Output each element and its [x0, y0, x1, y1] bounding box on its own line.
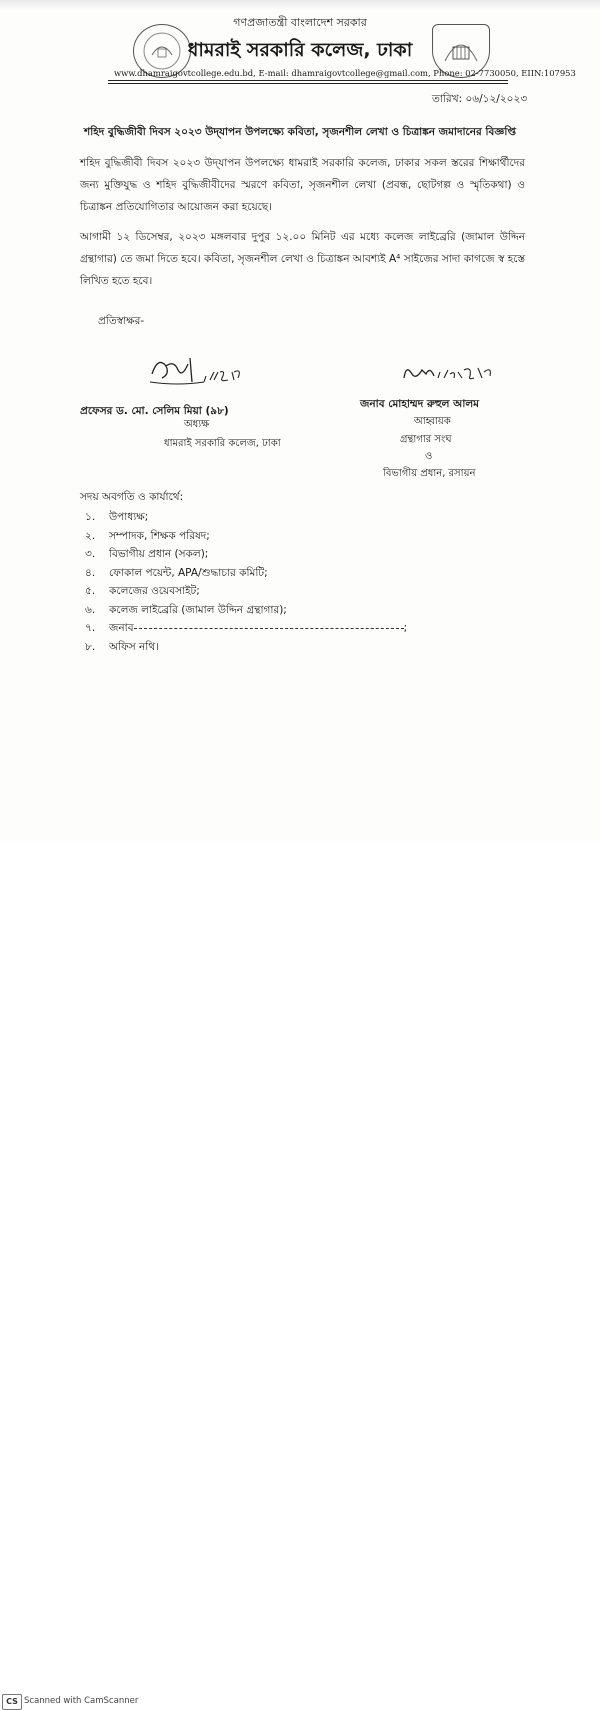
list-item-text: জনাব — [109, 622, 134, 634]
principal-signature — [148, 352, 258, 388]
college-name: ধামরাই সরকারি কলেজ, ঢাকা — [187, 39, 413, 61]
convener-department: বিভাগীয় প্রধান, রসায়ন — [383, 468, 476, 479]
list-item — [85, 621, 407, 640]
notice-date: তারিখ: ০৬/১২/২০২৩ — [432, 93, 528, 105]
list-item-text: সম্পাদক, শিক্ষক পরিষদ; — [109, 529, 210, 542]
list-item-number: ১. — [85, 511, 96, 523]
convener-signature — [398, 352, 508, 388]
list-item — [85, 510, 407, 529]
contact-info: www.dhamraigovtcollege.edu.bd, E-mail: dhamraigovtcollege@gmail.com, Phone: 02-7730050, EIIN:107953 — [114, 68, 576, 78]
header-divider-thin — [108, 83, 508, 84]
list-item-text: উপাধ্যক্ষ; — [109, 511, 149, 523]
principal-title: অধ্যক্ষ — [184, 419, 210, 430]
list-item-number: ৬. — [85, 603, 96, 616]
list-item-text: কলেজ লাইব্রেরি (জামাল উদ্দিন গ্রন্থাগার); — [109, 603, 287, 616]
convener-title: আহ্বায়ক — [414, 416, 451, 427]
list-item — [85, 584, 407, 603]
blank-fill-line — [134, 628, 404, 629]
body-paragraph-1: শহিদ বুদ্ধিজীবী দিবস ২০২৩ উদ্‌যাপন উপলক্ষ্যে ধামরাই সরকারি কলেজ, ঢাকার সকল স্তরের শিক্ষার্থীদের জন্য মুক্তিযুদ্ধ ও শহিদ বুদ্ধিজীবীদের স্মরণে কবিতা, সৃজনশীল লেখা (প্রবন্ধ, ছোটগল্প ও স্মৃতিকথা) ও চিত্রাঙ্কন প্রতিযোগিতার আয়োজন করা হয়েছে। — [80, 157, 525, 213]
scan-edge-shadow — [0, 0, 600, 10]
list-item — [85, 603, 407, 622]
convener-name: জনাব মোহাম্মদ রুহুল আলম — [360, 398, 480, 410]
notice-subject: শহিদ বুদ্ধিজীবী দিবস ২০২৩ উদ্‌যাপন উপলক্ষ্যে কবিতা, সৃজনশীল লেখা ও চিত্রাঙ্কন জমাদানের বিজ্ঞপ্তি — [84, 126, 516, 138]
countersign-label: প্রতিস্বাক্ষর- — [98, 315, 145, 327]
principal-name: প্রফেসর ড. মো. সেলিম মিয়া (৯৮) — [80, 405, 229, 417]
list-item-number: ৫. — [85, 585, 96, 597]
government-title: গণপ্রজাতন্ত্রী বাংলাদেশ সরকার — [233, 16, 367, 29]
scanner-footer — [0, 842, 600, 1706]
list-item-suffix: ; — [403, 622, 408, 634]
convener-conjunction: ও — [425, 451, 433, 462]
list-item-text: অফিস নথি। — [109, 640, 159, 653]
list-item — [85, 640, 407, 659]
list-item — [85, 529, 407, 548]
list-item-number: ২. — [85, 529, 96, 542]
list-item-text: বিভাগীয় প্রধান (সকল); — [109, 548, 209, 560]
distribution-list — [85, 510, 407, 658]
list-item-text: ফোকাল পয়েন্ট, APA/শুদ্ধাচার কমিটি; — [109, 566, 268, 579]
list-item-text: কলেজের ওয়েবসাইট; — [109, 585, 200, 597]
list-item-number: ৮. — [85, 640, 96, 653]
list-item-number: ৪. — [85, 566, 96, 579]
scanner-watermark: Scanned with CamScanner — [24, 1696, 139, 1706]
header-divider — [108, 80, 508, 81]
list-item-number: ৩. — [85, 548, 96, 560]
distribution-heading: সদয় অবগতি ও কার্যার্থে: — [80, 491, 184, 503]
body-paragraph-2: আগামী ১২ ডিসেম্বর, ২০২৩ মঙ্গলবার দুপুর ১২.০০ মিনিট এর মধ্যে কলেজ লাইব্রেরি (জামাল উদ্দিন গ্রন্থাগার) তে জমা দিতে হবে। কবিতা, সৃজনশীল লেখা ও চিত্রাঙ্কন আবশ্যই A⁴ সাইজের সাদা কাগজে স্ব হস্তে লিখিত হতে হবে। — [80, 231, 525, 287]
list-item-number: ৭. — [85, 622, 96, 634]
list-item — [85, 547, 407, 566]
list-item — [85, 566, 407, 585]
convener-committee: গ্রন্থাগার সংঘ — [400, 434, 452, 445]
convener-signature-scribble — [398, 352, 508, 388]
principal-signature-scribble — [148, 352, 258, 388]
principal-institution: ধামরাই সরকারি কলেজ, ঢাকা — [164, 438, 281, 449]
camscanner-logo-icon: CS — [2, 1694, 22, 1710]
